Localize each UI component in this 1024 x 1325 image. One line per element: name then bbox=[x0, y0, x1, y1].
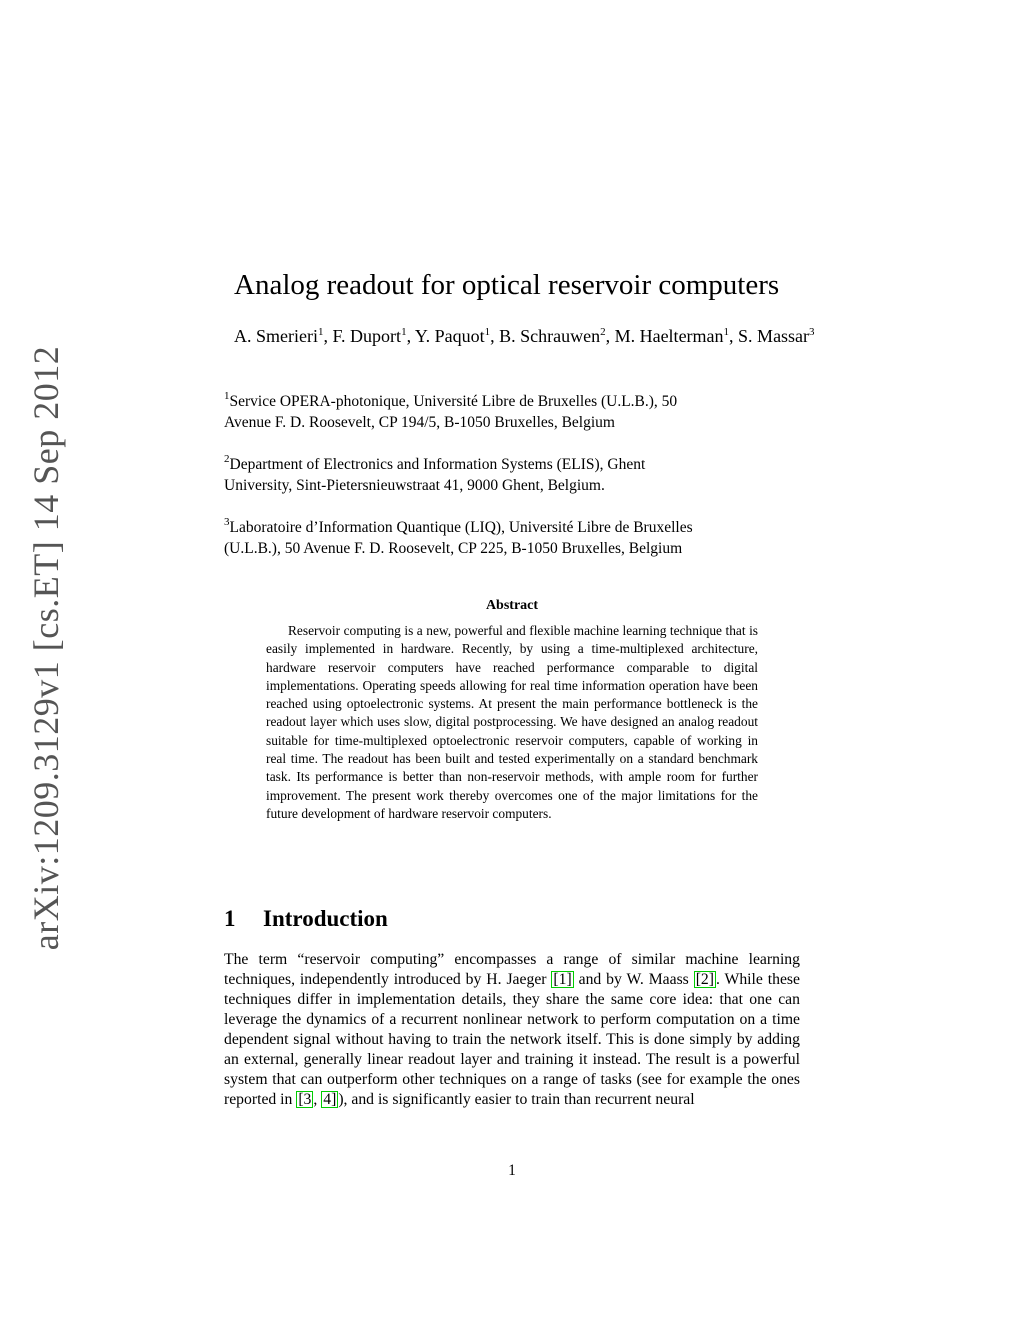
affiliation-number: 2 bbox=[224, 453, 230, 465]
author-affiliation-mark: 3 bbox=[809, 326, 815, 338]
arxiv-watermark: arXiv:1209.3129v1 [cs.ET] 14 Sep 2012 bbox=[26, 345, 66, 951]
abstract-heading: Abstract bbox=[485, 598, 539, 613]
author: A. Smerieri bbox=[234, 326, 318, 346]
author: B. Schrauwen bbox=[499, 326, 601, 346]
page-number: 1 bbox=[508, 1162, 516, 1179]
citation-link[interactable]: [2] bbox=[695, 971, 714, 988]
abstract-text: Reservoir computing is a new, powerful and flexible machine learning technique that is easily implemented in hardware. Recently, by using a time-multiplexed architecture, hardware reservoir computers have reached performance comparable to digital implementations. Operating speeds allowing for real time information operation have been reached using optoelectronic systems. At present the main performance bottleneck is the readout layer which uses slow, digital postprocessing. We have designed an analog readout suitable for time-multiplexed optoelectronic reservoir computers, capable of working in real time. The readout has been built and tested experimentally on a standard benchmark task. Its performance is better than non-reservoir methods, with ample room for further improvement. The present work thereby overcomes one of the major limitations for the future development of hardware reservoir computers. bbox=[266, 623, 758, 821]
citation-link[interactable]: 4] bbox=[323, 1091, 337, 1108]
section-number: 1 bbox=[224, 906, 236, 931]
author-affiliation-mark: 1 bbox=[723, 326, 730, 338]
citation-link[interactable]: [1] bbox=[553, 971, 572, 988]
citation-link[interactable]: [3 bbox=[298, 1091, 312, 1108]
author: Y. Paquot bbox=[414, 326, 485, 346]
section-heading-introduction bbox=[224, 906, 388, 932]
author-affiliation-mark: 2 bbox=[600, 326, 606, 338]
author: F. Duport bbox=[332, 326, 402, 346]
author-affiliation-mark: 1 bbox=[484, 326, 491, 338]
paper-title: Analog readout for optical reservoir computers bbox=[234, 269, 780, 301]
author: M. Haelterman bbox=[614, 326, 724, 346]
author: S. Massar bbox=[738, 326, 810, 346]
affiliation-1: $^1$Service OPERA-photonique, Université Libre de Bruxelles (U.L.B.), 50 Avenue F. D. Roosevelt, CP 194/5, B-1050 Bruxelles, Belgium bbox=[224, 390, 678, 431]
affiliation-number: 1 bbox=[224, 390, 230, 402]
author-affiliation-mark: 1 bbox=[401, 326, 407, 338]
introduction-paragraph: The term “reservoir computing” encompasses a range of similar machine learning techniques, independently introduced by H. Jaeger [1] and by W. Maass [2] . While these techniques differ in implementation details, they share the same core idea: that one can leverage the dynamics of a recurrent nonlinear network to perform computation on a time dependent signal without having to train the network itself. This is done simply by adding an external, generally linear readout layer and training it instead. The result is a powerful system that can outperform other techniques on a range of tasks (see for example the ones reported in [3 , 4] ), and is significantly easier to train than recurrent neural bbox=[224, 951, 801, 1108]
affiliation-number: 3 bbox=[224, 516, 230, 528]
section-title: Introduction bbox=[263, 906, 388, 931]
affiliation-3: $^3$Laboratoire d’Information Quantique (LIQ), Université Libre de Bruxelles (U.L.B.), 50 Avenue F. D. Roosevelt, CP 225, B-1050 Bruxelles, Belgium bbox=[224, 516, 693, 557]
author-list: A. Smerieri$^1$, F. Duport$^1$, Y. Paquot$^1$, B. Schrauwen$^2$, M. Haelterman$^1$, S. Massar$^3$ bbox=[234, 326, 815, 346]
affiliation-2: $^2$Department of Electronics and Information Systems (ELIS), Ghent University, Sint-Pietersnieuwstraat 41, 9000 Ghent, Belgium. bbox=[224, 453, 646, 494]
author-affiliation-mark: 1 bbox=[317, 326, 324, 338]
